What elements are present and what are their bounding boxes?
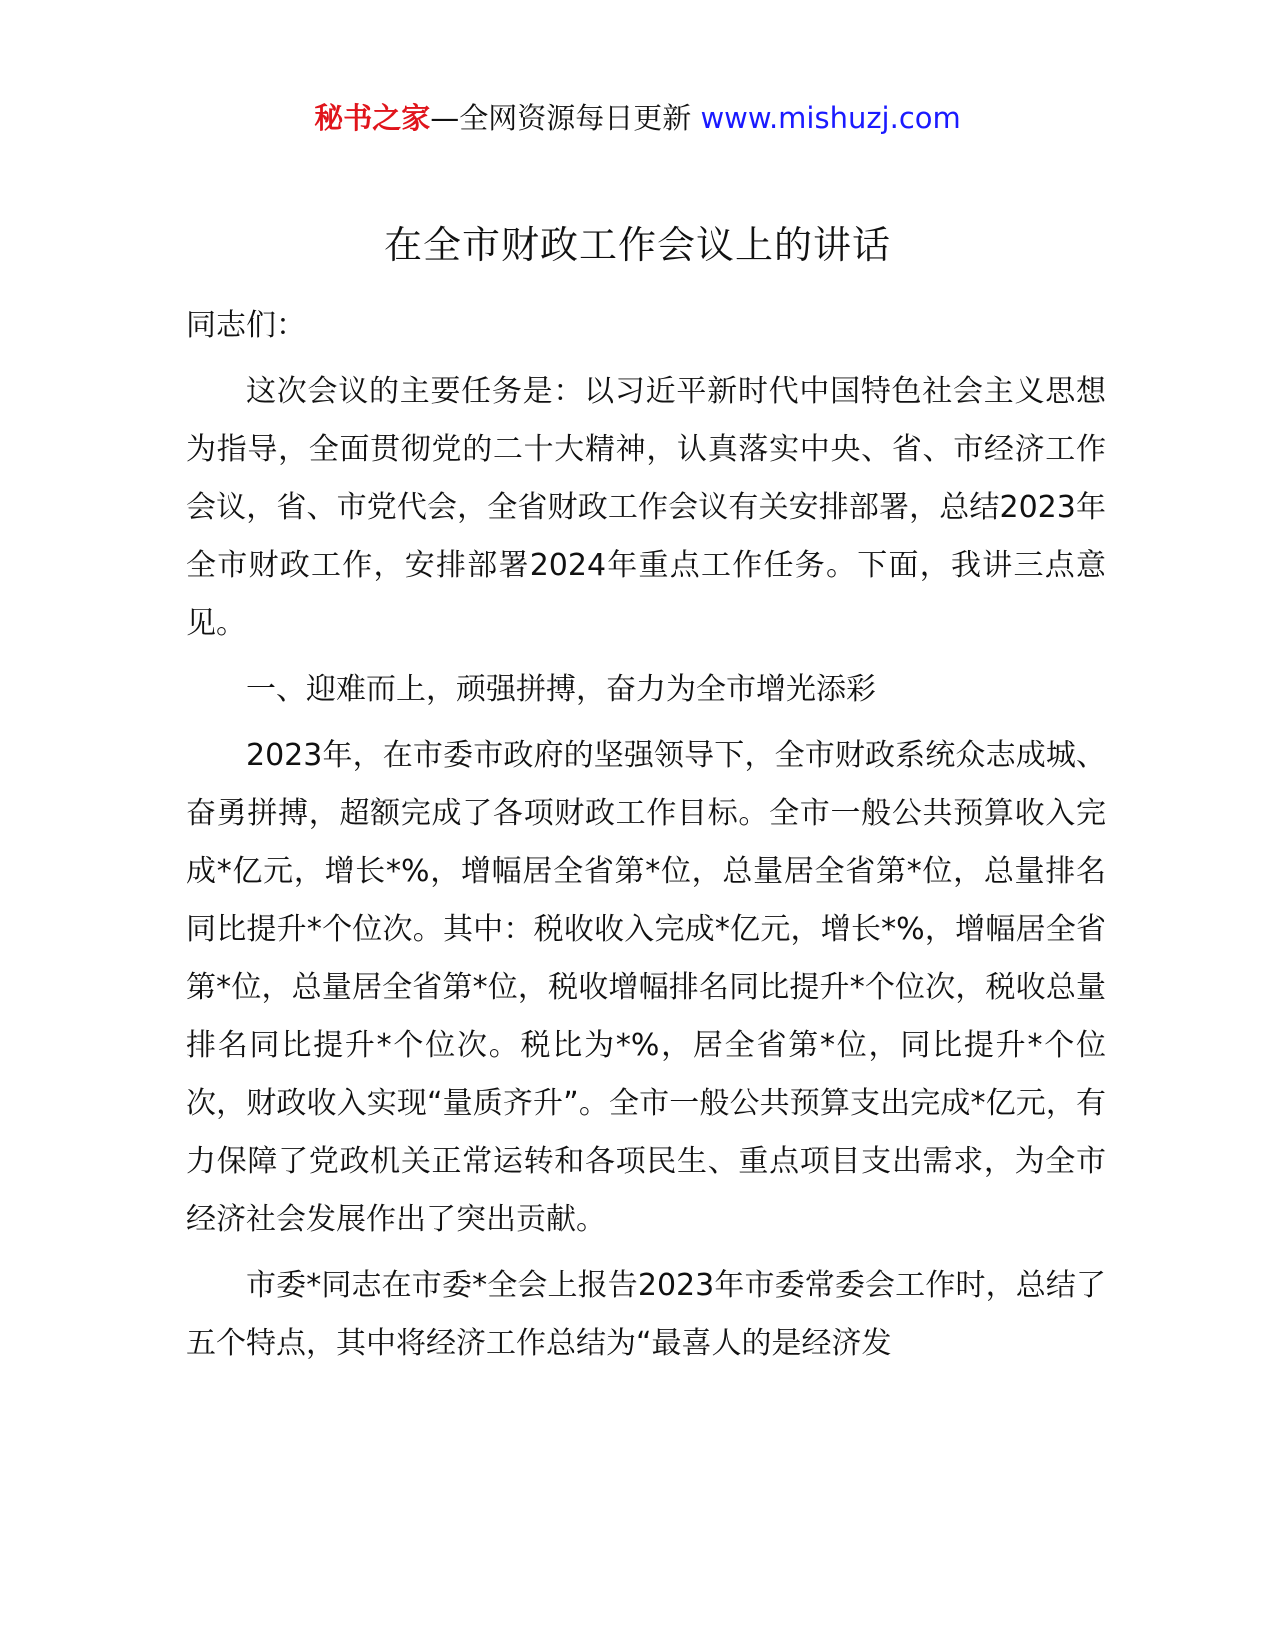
brand-name: 秘书之家 bbox=[314, 101, 431, 135]
header-slogan: —全网资源每日更新 bbox=[430, 101, 701, 135]
site-url-link[interactable]: www.mishuzj.com bbox=[700, 101, 961, 135]
document-body bbox=[186, 297, 1106, 1381]
greeting: 同志们： bbox=[186, 308, 306, 343]
paragraph-intro: 这次会议的主要任务是：以习近平新时代中国特色社会主义思想为指导，全面贯彻党的二十大精神，认真落实中央、省、市经济工作会议，省、市党代会，全省财政工作会议有关安排部署，总结2023年全市财政工作，安排部署2024年重点工作任务。下面，我讲三点意见。 bbox=[186, 374, 1106, 641]
paragraph-2023-review: 2023年，在市委市政府的坚强领导下，全市财政系统众志成城、奋勇拼搏，超额完成了各项财政工作目标。全市一般公共预算收入完成*亿元，增长*%，增幅居全省第*位，总量居全省第*位，总量排名同比提升*个位次。其中：税收收入完成*亿元，增长*%，增幅居全省第*位，总量居全省第*位，税收增幅排名同比提升*个位次，税收总量排名同比提升*个位次。税比为*%，居全省第*位，同比提升*个位次，财政收入实现“量质齐升”。全市一般公共预算支出完成*亿元，有力保障了党政机关正常运转和各项民生、重点项目支出需求，为全市经济社会发展作出了突出贡献。 bbox=[186, 738, 1106, 1237]
document-title: 在全市财政工作会议上的讲话 bbox=[383, 223, 891, 267]
paragraph-committee-report: 市委*同志在市委*全会上报告2023年市委常委会工作时，总结了五个特点，其中将经济工作总结为“最喜人的是经济发 bbox=[186, 1268, 1106, 1361]
site-header bbox=[0, 98, 1275, 138]
section-heading-1: 一、迎难而上，顽强拼搏，奋力为全市增光添彩 bbox=[246, 672, 876, 707]
